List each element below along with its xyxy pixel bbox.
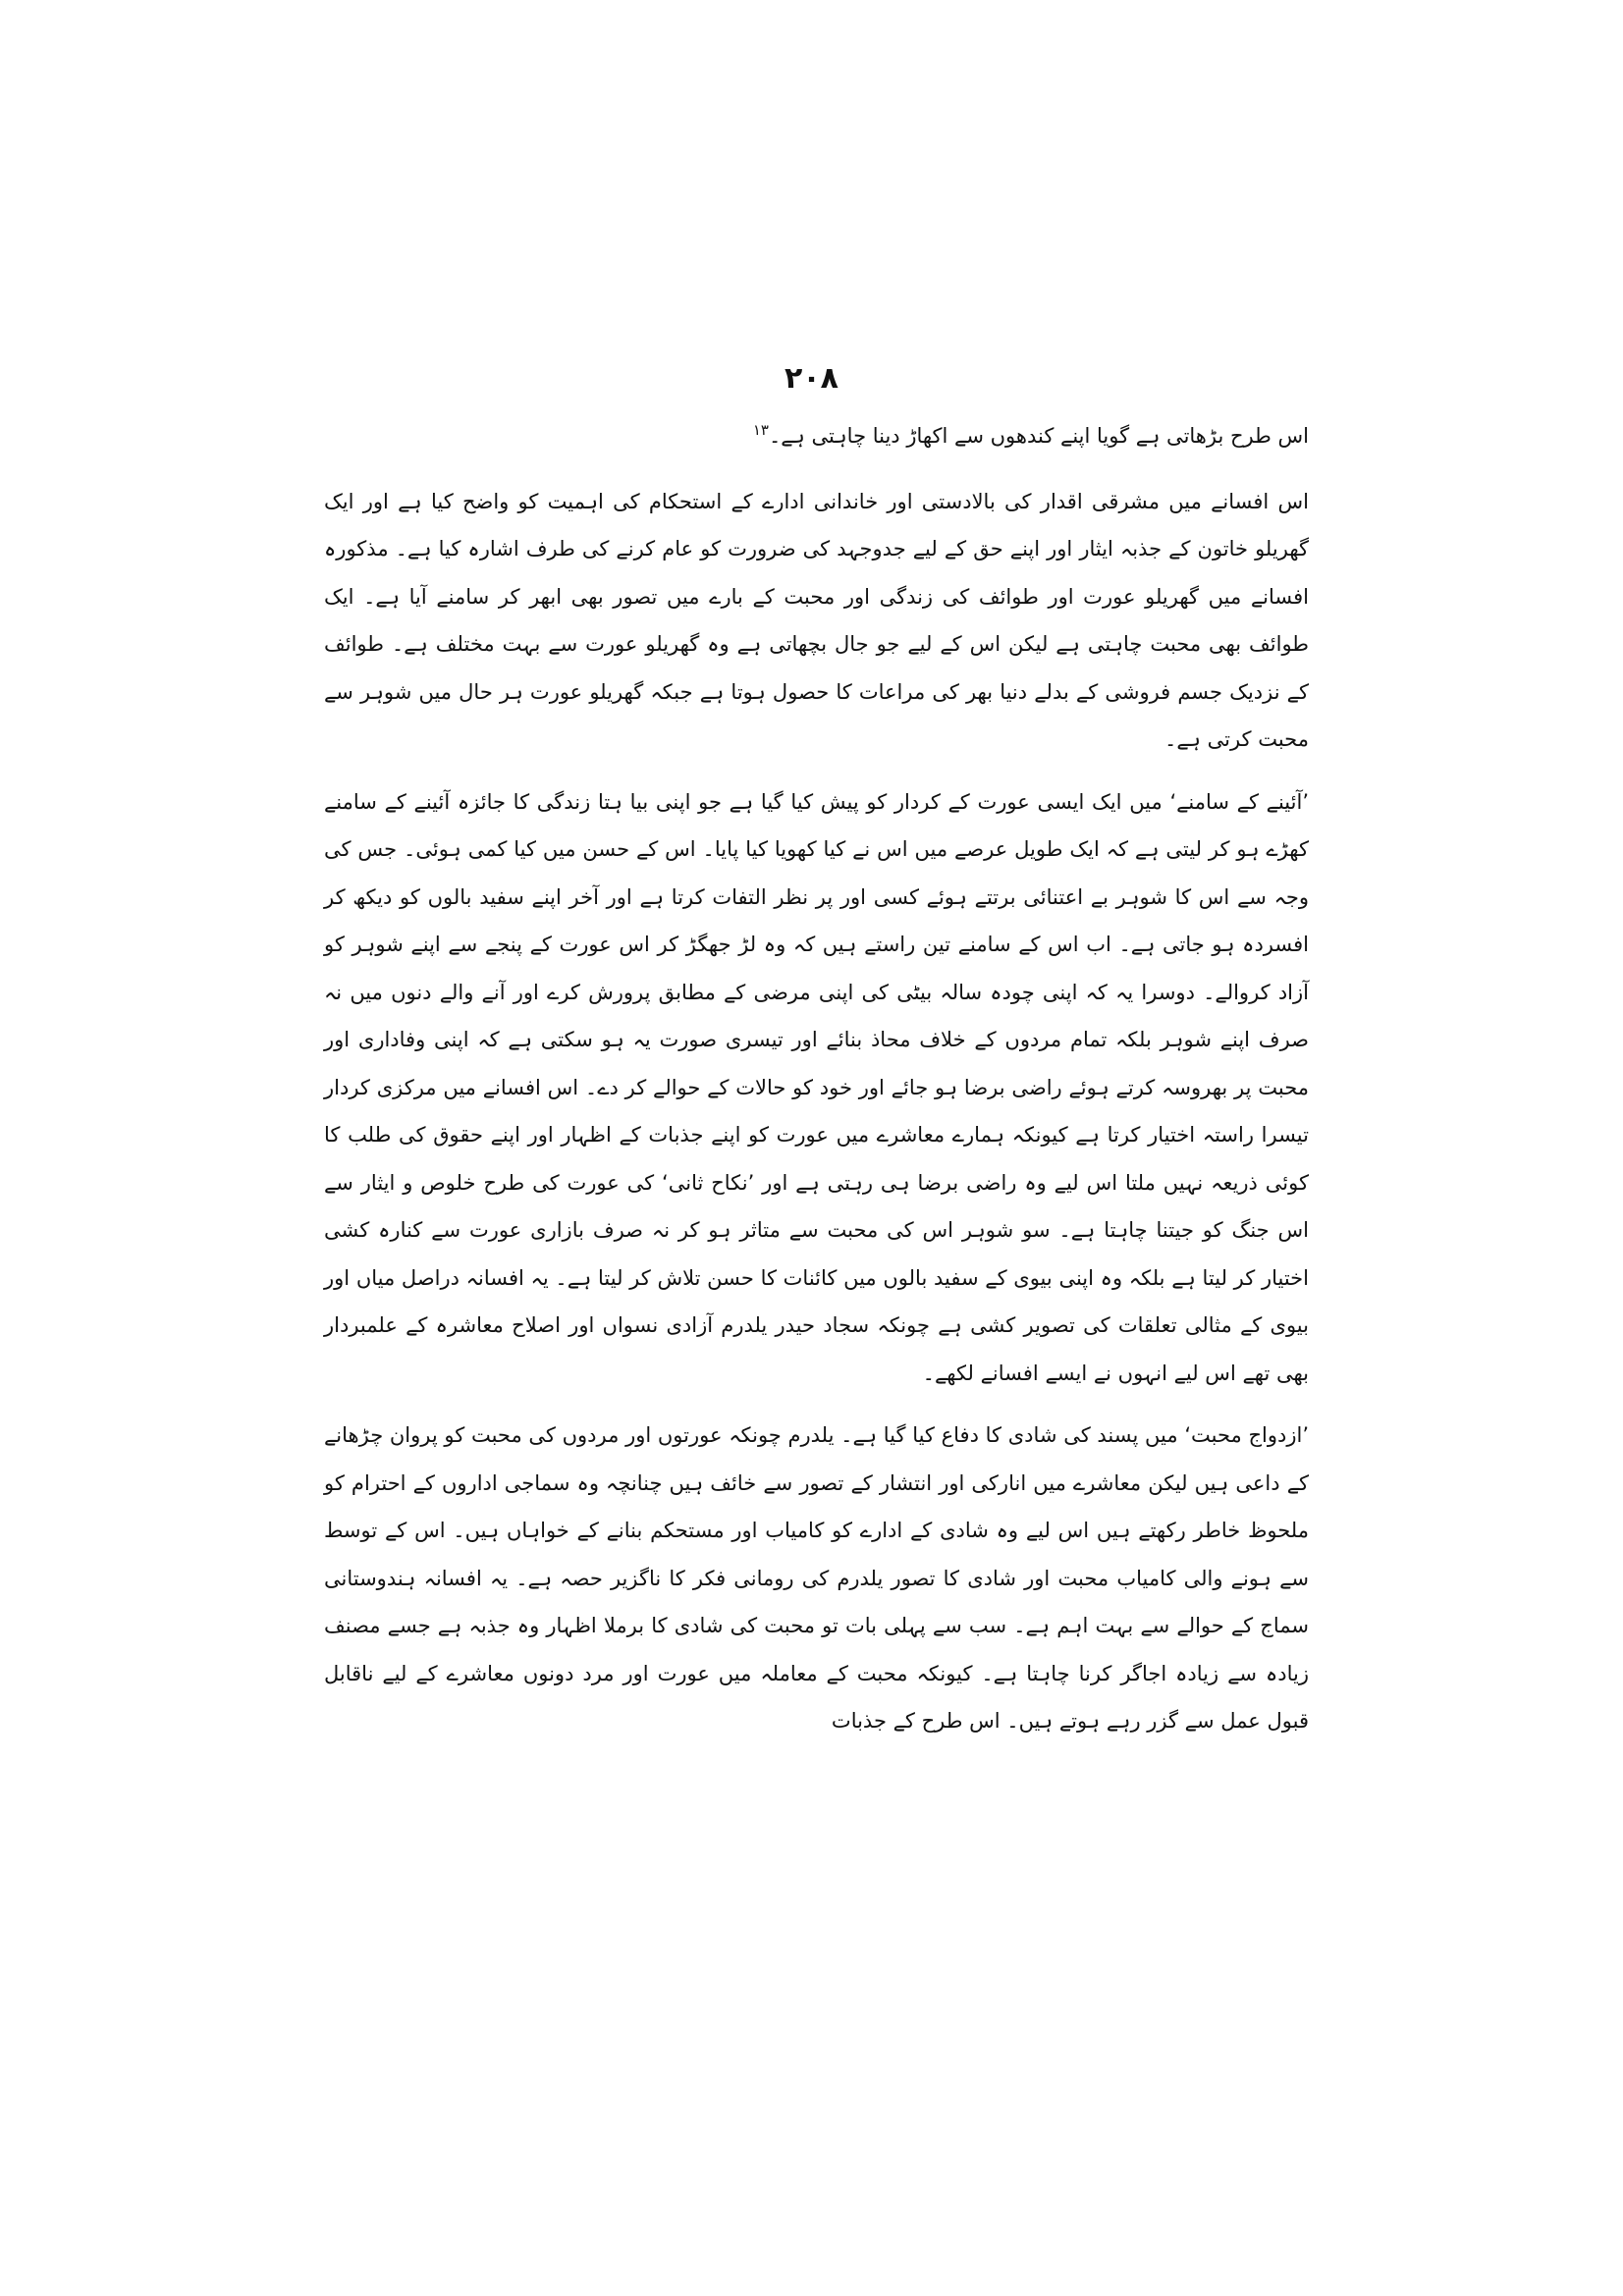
page-number: ۲۰۸ bbox=[784, 361, 839, 396]
lead-text: اس طرح بڑھاتی ہے گویا اپنے کندھوں سے اکھاڑ دینا چاہتی ہے۔ bbox=[768, 424, 1309, 448]
paragraph-2: ’آئینے کے سامنے‘ میں ایک ایسی عورت کے کردار کو پیش کیا گیا ہے جو اپنی بیا ہتا زندگی کا جائزہ آئینے کے سامنے کھڑے ہو کر لیتی ہے کہ ایک طویل عرصے میں اس نے کیا کھویا کیا پایا۔ اس کے حسن میں کیا کمی ہوئی۔ جس کی وجہ سے اس کا شوہر بے اعتنائی برتتے ہوئے کسی اور پر نظر التفات کرتا ہے اور آخر اپنے سفید بالوں کو دیکھ کر افسردہ ہو جاتی ہے۔ اب اس کے سامنے تین راستے ہیں کہ وہ لڑ جھگڑ کر اس عورت کے پنجے سے اپنے شوہر کو آزاد کروالے۔ دوسرا یہ کہ اپنی چودہ سالہ بیٹی کی اپنی مرضی کے مطابق پرورش کرے اور آنے والے دنوں میں نہ صرف اپنے شوہر بلکہ تمام مردوں کے خلاف محاذ بنائے اور تیسری صورت یہ ہو سکتی ہے کہ اپنی وفاداری اور محبت پر بھروسہ کرتے ہوئے راضی برضا ہو جائے اور خود کو حالات کے حوالے کر دے۔ اس افسانے میں مرکزی کردار تیسرا راستہ اختیار کرتا ہے کیونکہ ہمارے معاشرے میں عورت کو اپنے جذبات کے اظہار اور اپنے حقوق کی طلب کا کوئی ذریعہ نہیں ملتا اس لیے وہ راضی برضا ہی رہتی ہے اور ’نکاح ثانی‘ کی عورت کی طرح خلوص و ایثار سے اس جنگ کو جیتنا چاہتا ہے۔ سو شوہر اس کی محبت سے متاثر ہو کر نہ صرف بازاری عورت سے کنارہ کشی اختیار کر لیتا ہے بلکہ وہ اپنی بیوی کے سفید بالوں میں کائنات کا حسن تلاش کر لیتا ہے۔ یہ افسانہ دراصل میاں اور بیوی کے مثالی تعلقات کی تصویر کشی ہے چونکہ سجاد حیدر یلدرم آزادی نسواں اور اصلاح معاشرہ کے علمبردار بھی تھے اس لیے انہوں نے ایسے افسانے لکھے۔ bbox=[324, 789, 1309, 1385]
page-body bbox=[324, 412, 1309, 1760]
paragraph-3: ’ازدواج محبت‘ میں پسند کی شادی کا دفاع کیا گیا ہے۔ یلدرم چونکہ عورتوں اور مردوں کی محبت کو پروان چڑھانے کے داعی ہیں لیکن معاشرے میں انارکی اور انتشار کے تصور سے خائف ہیں چنانچہ وہ سماجی اداروں کے احترام کو ملحوظ خاطر رکھتے ہیں اس لیے وہ شادی کے ادارے کو کامیاب اور مستحکم بنانے کے خواہاں ہیں۔ اس کے توسط سے ہونے والی کامیاب محبت اور شادی کا تصور یلدرم کی رومانی فکر کا ناگزیر حصہ ہے۔ یہ افسانہ ہندوستانی سماج کے حوالے سے بہت اہم ہے۔ سب سے پہلی بات تو محبت کی شادی کا برملا اظہار وہ جذبہ ہے جسے مصنف زیادہ سے زیادہ اجاگر کرنا چاہتا ہے۔ کیونکہ محبت کے معاملہ میں عورت اور مرد دونوں معاشرے کے لیے ناقابل قبول عمل سے گزر رہے ہوتے ہیں۔ اس طرح کے جذبات bbox=[324, 1423, 1309, 1733]
lead-line bbox=[324, 412, 1309, 460]
paragraph-1: اس افسانے میں مشرقی اقدار کی بالادستی اور خاندانی ادارے کے استحکام کی اہمیت کو واضح کیا ہے اور ایک گھریلو خاتون کے جذبہ ایثار اور اپنے حق کے لیے جدوجہد کی ضرورت کو عام کرنے کی طرف اشارہ کیا ہے۔ مذکورہ افسانے میں گھریلو عورت اور طوائف کی زندگی اور محبت کے بارے میں تصور بھی ابھر کر سامنے آیا ہے۔ ایک طوائف بھی محبت چاہتی ہے لیکن اس کے لیے جو جال بچھاتی ہے وہ گھریلو عورت سے بہت مختلف ہے۔ طوائف کے نزدیک جسم فروشی کے بدلے دنیا بھر کی مراعات کا حصول ہوتا ہے جبکہ گھریلو عورت ہر حال میں شوہر سے محبت کرتی ہے۔ bbox=[324, 489, 1309, 751]
footnote-marker: ۱۳ bbox=[752, 421, 769, 439]
